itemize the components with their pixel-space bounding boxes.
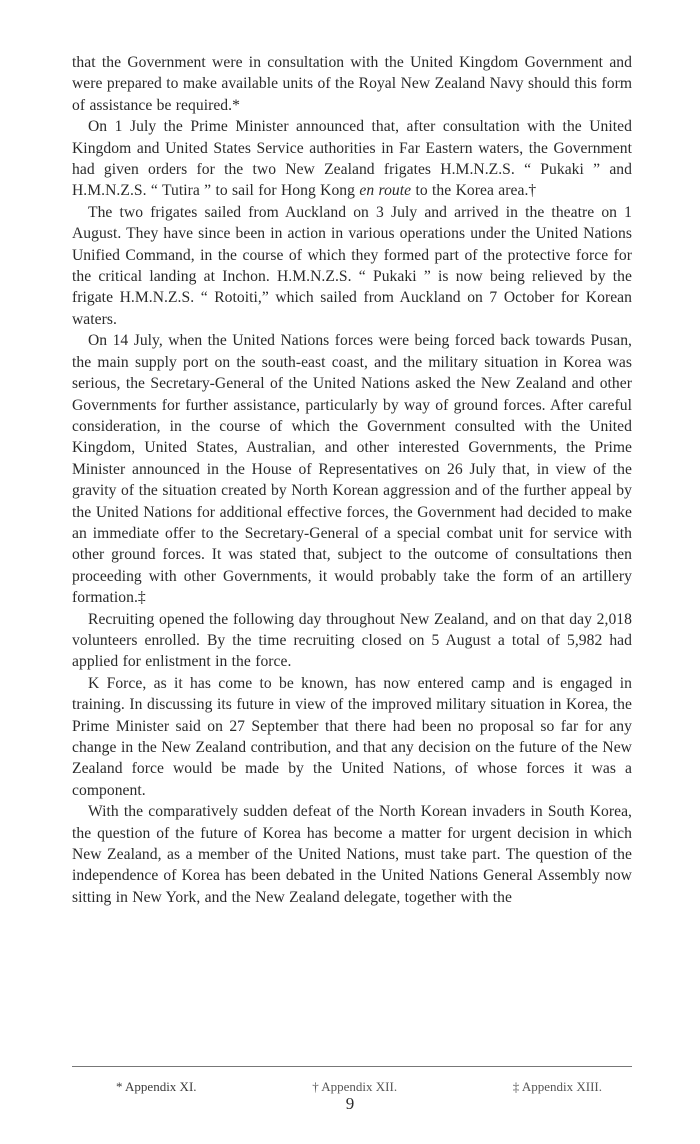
footnotes [72, 1066, 632, 1095]
document-body [72, 52, 632, 908]
paragraph-2-en-route: en route [359, 182, 412, 200]
footnote-2: † Appendix XII. [312, 1079, 398, 1094]
paragraph-1: that the Government were in consultation with the United Kingdom Government and were prepared to make available units of the Royal New Zealand Navy should this form of assistance be required.* [72, 54, 632, 114]
footnote-3: ‡ Appendix XIII. [512, 1079, 602, 1094]
paragraph-4: On 14 July, when the United Nations forces were being forced back towards Pusan, the main supply port on the south-east coast, and the military situation in Korea was serious, the Secretary-General of the United Nations asked the New Zealand and other Governments for further assistance, particularly by way of ground forces. After careful consideration, in the course of which the Government consulted with the United Kingdom, United States, Australian, and other interested Governments, the Prime Minister announced in the House of Representatives on 26 July that, in view of the gravity of the situation created by North Korean aggression and of the further appeal by the United Nations for additional effective forces, the Government had decided to make an immediate offer to the Secretary-General of a special combat unit for service with other ground forces. It was stated that, subject to the outcome of consultations then proceeding with other Governments, it would probably take the form of an artillery formation.‡ [72, 332, 632, 607]
paragraph-2-text-a: On 1 July the Prime Minister announced that, after consultation with the United Kingdom and United States Service authorities in Far Eastern waters, the Government had given orders for the two New Zealand frigates H.M.N.Z.S. “ Pukaki ” and H.M.N.Z.S. “ Tutira ” to sail for Hong Kong [72, 118, 632, 200]
paragraph-3: The two frigates sailed from Auckland on 3 July and arrived in the theatre on 1 August. They have since been in action in various operations under the United Nations Unified Command, in the course of which they formed part of the protective force for the critical landing at Inchon. H.M.N.Z.S. “ Pukaki ” is now being relieved by the frigate H.M.N.Z.S. “ Rotoiti,” which sailed from Auckland on 7 October for Korean waters. [72, 203, 632, 328]
paragraph-7: With the comparatively sudden defeat of the North Korean invaders in South Korea, the question of the future of Korea has become a matter for urgent decision in which New Zealand, as a member of the United Nations, must take part. The question of the independence of Korea has been debated in the United Nations General Assembly now sitting in New York, and the New Zealand delegate, together with the [72, 803, 632, 906]
paragraph-5: Recruiting opened the following day throughout New Zealand, and on that day 2,018 volunteers enrolled. By the time recruiting closed on 5 August a total of 5,982 had applied for enlistment in the force. [72, 610, 632, 671]
paragraph-2-text-b: to the Korea area.† [411, 182, 537, 200]
paragraph-6: K Force, as it has come to be known, has now entered camp and is engaged in training. In discussing its future in view of the improved military situation in Korea, the Prime Minister said on 27 September that there had been no proposal so far for any change in the New Zealand contribution, and that any decision on the future of the New Zealand force would be made by the United Nations, of whose forces it was a component. [72, 674, 632, 799]
page-number: 9 [345, 1094, 355, 1113]
paragraph-2 [72, 116, 632, 202]
footnote-1: * Appendix XI. [116, 1079, 197, 1094]
